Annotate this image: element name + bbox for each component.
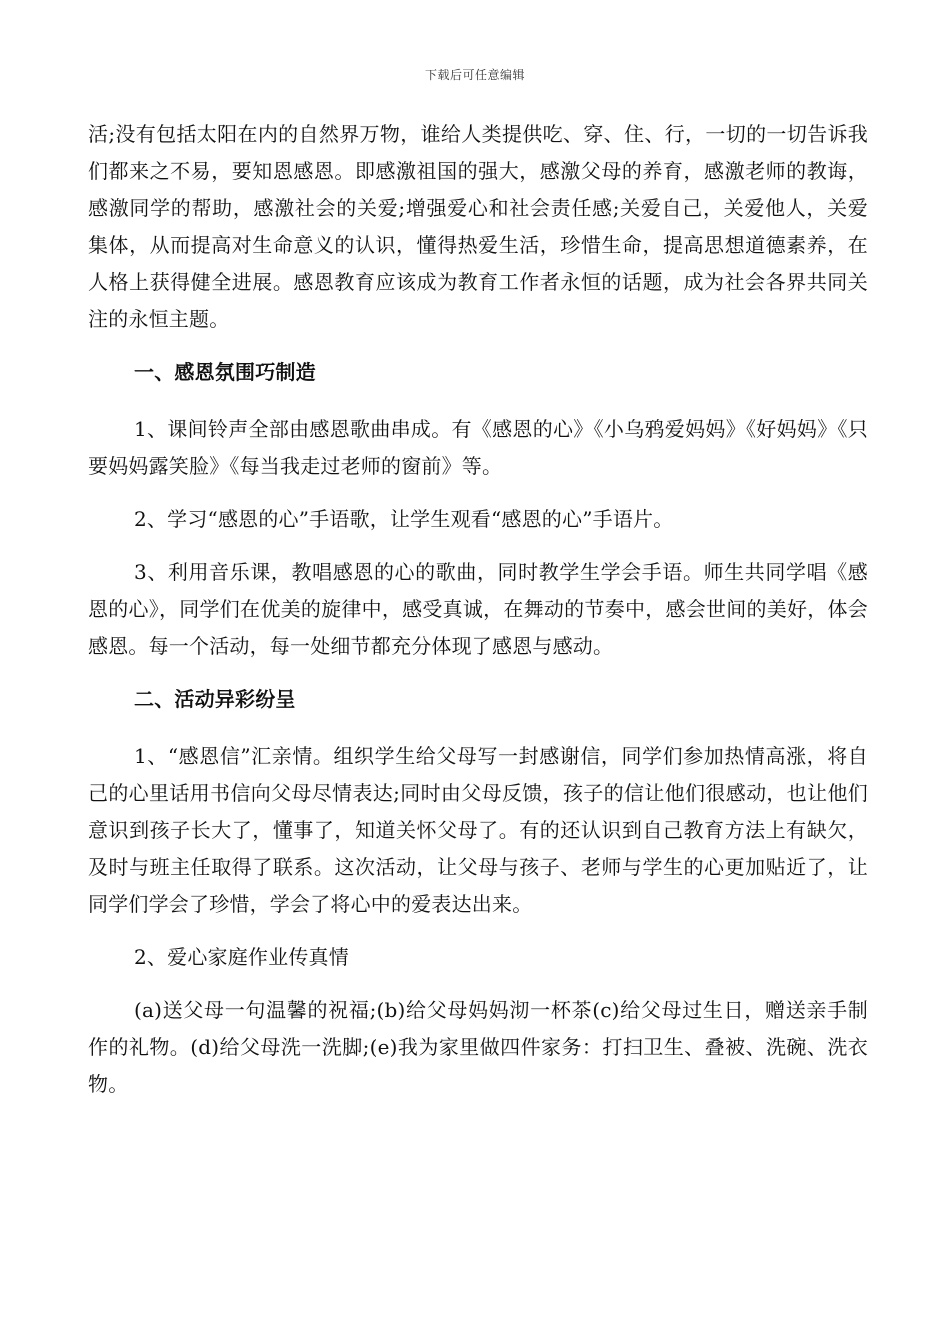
section-2-item-3: (a)送父母一句温馨的祝福;(b)给父母妈妈沏一杯茶(c)给父母过生日，赠送亲手制作的礼物。(d)给父母洗一洗脚;(e)我为家里做四件家务：打扫卫生、叠被、洗碗、洗衣物。 [88, 998, 868, 1096]
section-1-item-2: 2、学习“感恩的心”手语歌，让学生观看“感恩的心”手语片。 [134, 507, 674, 531]
page-header-note: 下载后可任意编辑 [424, 68, 525, 82]
section-heading-1: 一、感恩氛围巧制造 [134, 360, 316, 384]
section-2-item-1: 1、“感恩信”汇亲情。组织学生给父母写一封感谢信，同学们参加热情高涨，将自己的心里话用书信向父母尽情表达;同时由父母反馈，孩子的信让他们很感动，也让他们意识到孩子长大了，懂事了，知道关怀父母了。有的还认识到自己教育方法上有缺欠，及时与班主任取得了联系。这次活动，让父母与孩子、老师与学生的心更加贴近了，让同学们学会了珍惜，学会了将心中的爱表达出来。 [88, 744, 868, 916]
document-body [88, 116, 868, 1119]
intro-paragraph: 活;没有包括太阳在内的自然界万物，谁给人类提供吃、穿、住、行，一切的一切告诉我们都来之不易，要知恩感恩。即感激祖国的强大，感激父母的养育，感激老师的教诲，感激同学的帮助，感激社会的关爱;增强爱心和社会责任感;关爱自己，关爱他人，关爱集体，从而提高对生命意义的认识，懂得热爱生活，珍惜生命，提高思想道德素养，在人格上获得健全进展。感恩教育应该成为教育工作者永恒的话题，成为社会各界共同关注的永恒主题。 [88, 122, 868, 331]
section-1-item-1: 1、课间铃声全部由感恩歌曲串成。有《感恩的心》《小乌鸦爱妈妈》《好妈妈》《只要妈妈露笑脸》《每当我走过老师的窗前》等。 [88, 417, 868, 478]
section-2-item-2: 2、爱心家庭作业传真情 [134, 945, 349, 969]
section-1-item-3: 3、利用音乐课，教唱感恩的心的歌曲，同时教学生学会手语。师生共同学唱《感恩的心》，同学们在优美的旋律中，感受真诚，在舞动的节奏中，感会世间的美好，体会感恩。每一个活动，每一处细节都充分体现了感恩与感动。 [88, 560, 868, 658]
section-heading-2: 二、活动异彩纷呈 [134, 687, 296, 711]
